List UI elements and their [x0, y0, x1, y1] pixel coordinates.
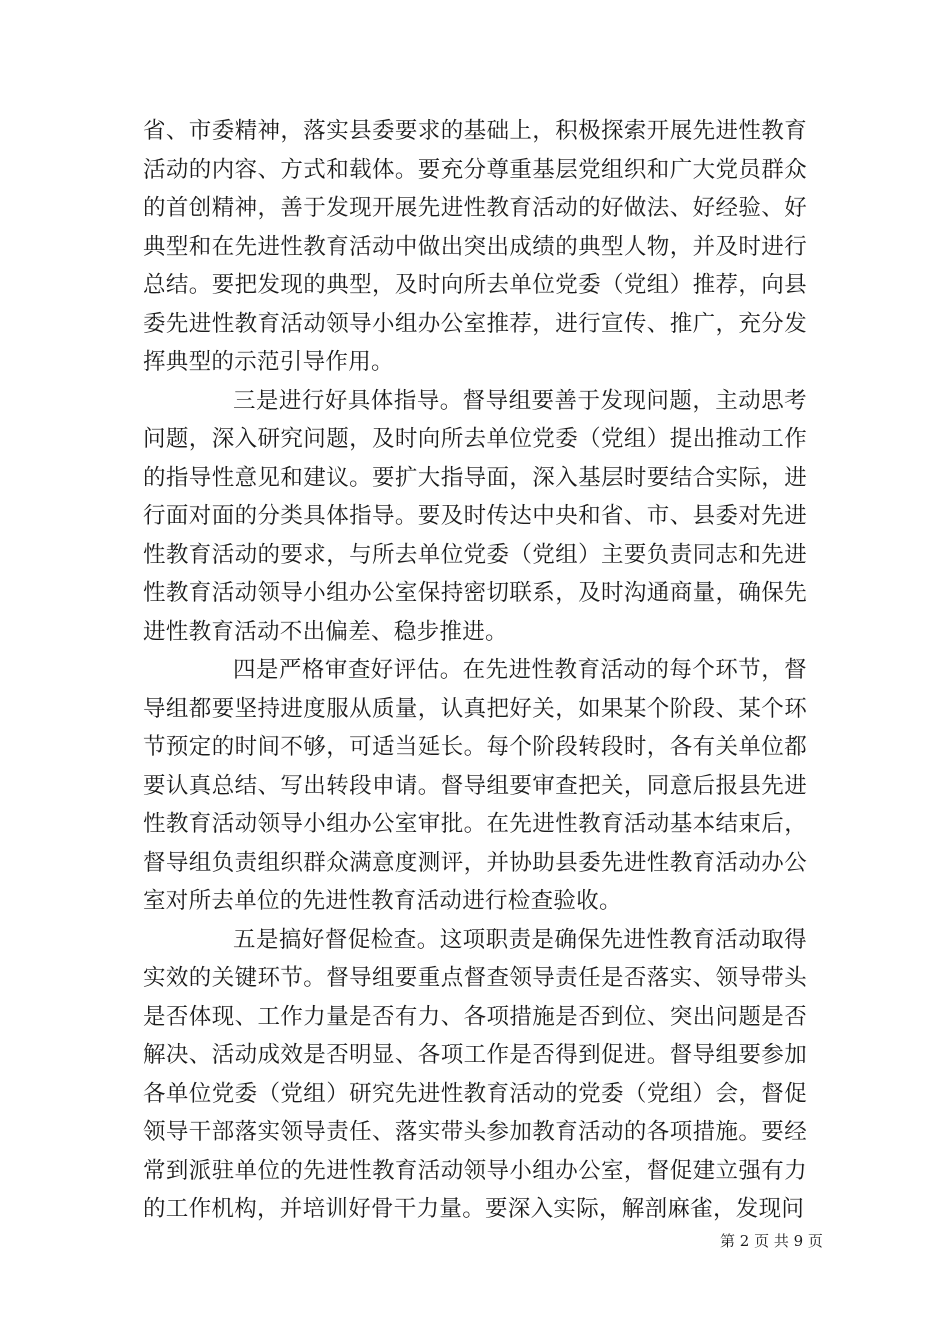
paragraph-guidance: 三是进行好具体指导。督导组要善于发现问题，主动思考问题，深入研究问题，及时向所去单位党委（党组）提出推动工作的指导性意见和建议。要扩大指导面，深入基层时要结合实际，进行面对面的分类具体指导。要及时传达中央和省、市、县委对先进性教育活动的要求，与所去单位党委（党组）主要负责同志和先进性教育活动领导小组办公室保持密切联系，及时沟通商量，确保先进性教育活动不出偏差、稳步推进。 — [143, 387, 807, 645]
document-body — [143, 112, 807, 1229]
paragraph-review: 四是严格审查好评估。在先进性教育活动的每个环节，督导组都要坚持进度服从质量，认真把好关，如果某个阶段、某个环节预定的时间不够，可适当延长。每个阶段转段时，各有关单位都要认真总结、写出转段申请。督导组要审查把关，同意后报县先进性教育活动领导小组办公室审批。在先进性教育活动基本结束后，督导组负责组织群众满意度测评，并协助县委先进性教育活动办公室对所去单位的先进性教育活动进行检查验收。 — [143, 657, 807, 914]
paragraph-continuation: 省、市委精神，落实县委要求的基础上，积极探索开展先进性教育活动的内容、方式和载体。要充分尊重基层党组织和广大党员群众的首创精神，善于发现开展先进性教育活动的好做法、好经验、好典型和在先进性教育活动中做出突出成绩的典型人物，并及时进行总结。要把发现的典型，及时向所去单位党委（党组）推荐，向县委先进性教育活动领导小组办公室推荐，进行宣传、推广，充分发挥典型的示范引导作用。 — [143, 118, 807, 375]
page-number: 第 2 页 共 9 页 — [720, 1232, 823, 1250]
paragraph-inspection: 五是搞好督促检查。这项职责是确保先进性教育活动取得实效的关键环节。督导组要重点督查领导责任是否落实、领导带头是否体现、工作力量是否有力、各项措施是否到位、突出问题是否解决、活动成效是否明显、各项工作是否得到促进。督导组要参加各单位党委（党组）研究先进性教育活动的党委（党组）会，督促领导干部落实领导责任、落实带头参加教育活动的各项措施。要经常到派驻单位的先进性教育活动领导小组办公室，督促建立强有力的工作机构，并培训好骨干力量。要深入实际，解剖麻雀，发现问 — [143, 926, 807, 1222]
